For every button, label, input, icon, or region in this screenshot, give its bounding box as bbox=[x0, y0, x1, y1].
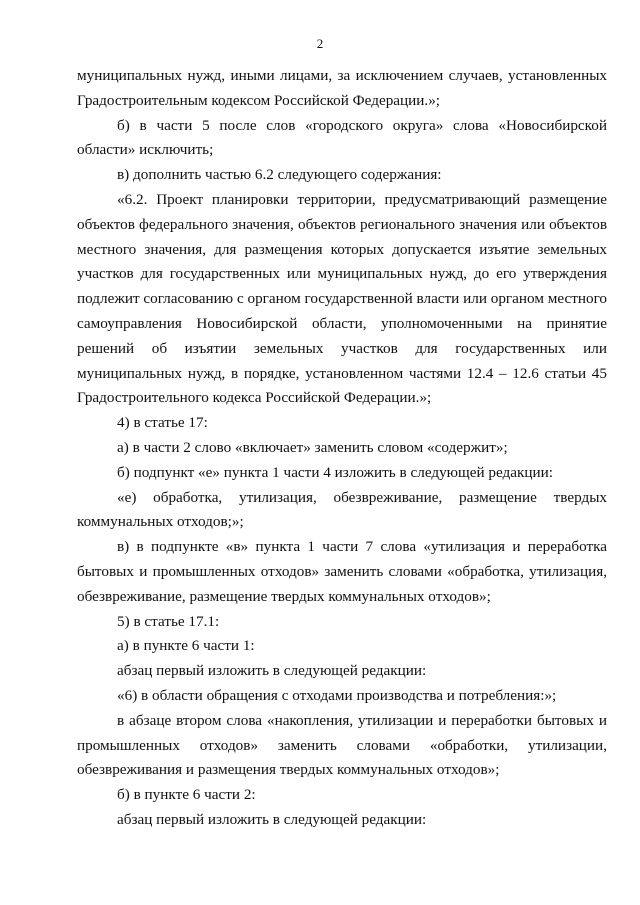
paragraph: в) в подпункте «в» пункта 1 части 7 слова «утилизация и переработка бытовых и промышленных отходов» заменить словами «обработка, утилизация, обезвреживание, размещение твердых коммунальных отходов»; bbox=[77, 538, 607, 605]
paragraph: абзац первый изложить в следующей редакции: bbox=[117, 810, 427, 828]
paragraph: «е) обработка, утилизация, обезвреживание, размещение твердых коммунальных отходов;»; bbox=[77, 488, 607, 531]
document-body bbox=[77, 64, 607, 833]
paragraph: «6.2. Проект планировки территории, предусматривающий размещение объектов федерального значения, объектов регионального значения или объектов местного значения, для размещения которых допускается изъятие земельных участков для государственных или муниципальных нужд, до его утверждения подлежит согласованию с органом государственной власти или органом местного самоуправления Новосибирской области, уполномоченными на принятие решений об изъятии земельных участков для государственных или муниципальных нужд, в порядке, установленном частями 12.4 – 12.6 статьи 45 Градостроительного кодекса Российской Федерации.»; bbox=[77, 190, 608, 407]
paragraph: а) в части 2 слово «включает» заменить словом «содержит»; bbox=[117, 438, 508, 456]
paragraph: б) в части 5 после слов «городского округа» слова «Новосибирской области» исключить; bbox=[77, 116, 607, 159]
paragraph: «6) в области обращения с отходами производства и потребления:»; bbox=[117, 686, 557, 704]
paragraph: 5) в статье 17.1: bbox=[117, 612, 220, 630]
paragraph: абзац первый изложить в следующей редакции: bbox=[117, 662, 427, 680]
paragraph: б) подпункт «е» пункта 1 части 4 изложить в следующей редакции: bbox=[117, 463, 553, 481]
paragraph: в) дополнить частью 6.2 следующего содержания: bbox=[117, 166, 442, 184]
paragraph: 4) в статье 17: bbox=[117, 414, 208, 432]
paragraph: муниципальных нужд, иными лицами, за исключением случаев, установленных Градостроительным кодексом Российской Федерации.»; bbox=[77, 67, 607, 109]
page-number: 2 bbox=[316, 36, 324, 51]
paragraph: а) в пункте 6 части 1: bbox=[117, 637, 255, 655]
paragraph: в абзаце втором слова «накопления, утилизации и переработки бытовых и промышленных отходов» заменить словами «обработки, утилизации, обезвреживания и размещения твердых коммунальных отходов»; bbox=[77, 711, 607, 779]
paragraph: б) в пункте 6 части 2: bbox=[117, 786, 256, 804]
